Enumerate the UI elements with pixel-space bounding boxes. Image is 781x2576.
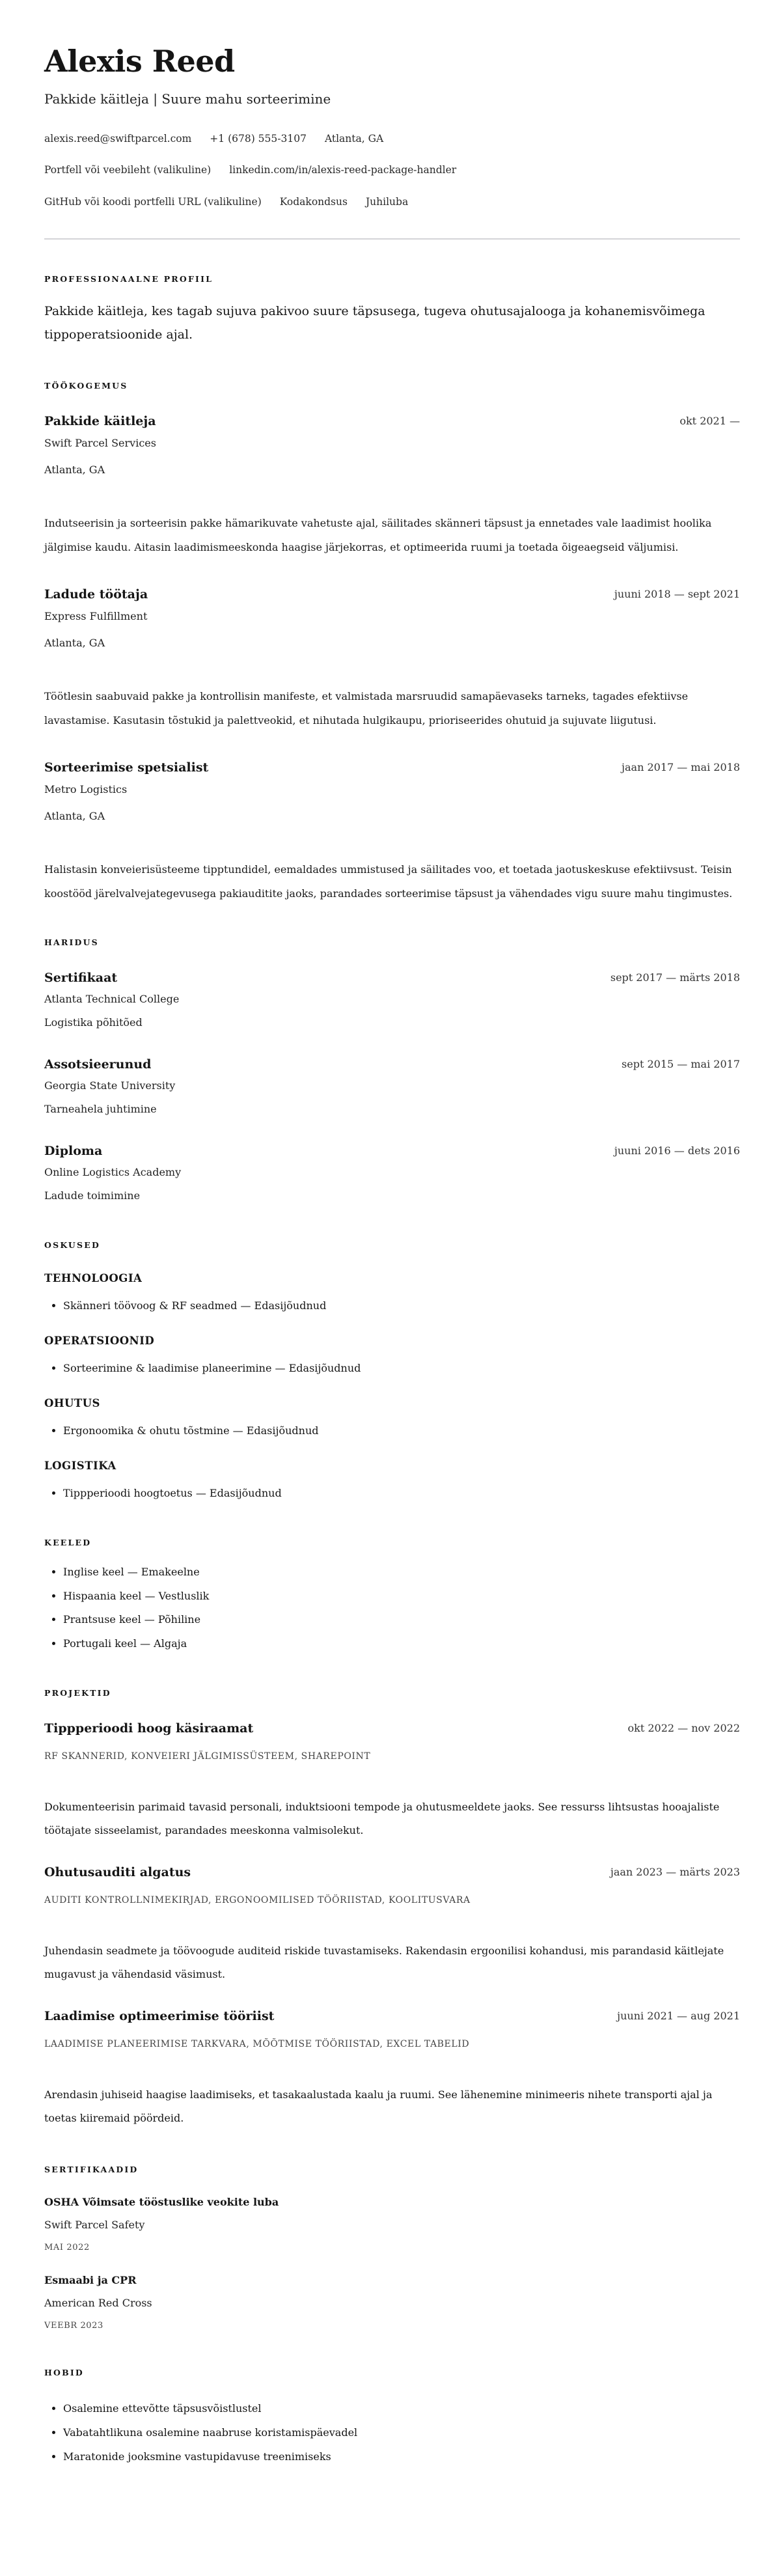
section-heading: HOBID	[44, 2368, 84, 2377]
field-of-study: Logistika põhitõed	[44, 1016, 143, 1029]
skill-category: TEHNOLOOGIA	[44, 1272, 143, 1284]
skills-section	[44, 1239, 740, 1503]
skill-list	[44, 1359, 740, 1378]
skill-list	[44, 1296, 740, 1316]
candidate-name: Alexis Reed	[44, 44, 235, 79]
hobby-list	[44, 2396, 740, 2469]
section-heading: PROFESSIONAALNE PROFIIL	[44, 274, 213, 284]
degree: Sertifikaat	[44, 971, 118, 985]
degree: Diploma	[44, 1144, 103, 1158]
project-title: Ohutusauditi algatus	[44, 1865, 191, 1879]
project-tech: LAADIMISE PLANEERIMISE TARKVARA, MÕÕTMISE TÖÖRIISTAD, EXCEL TABELID	[44, 2039, 470, 2049]
projects-section	[44, 1687, 740, 2130]
job-description: Indutseerisin ja sorteerisin pakke hämarikuvate vahetuste ajal, säilitades skänneri täpsust ja ennetades vale laadimist hoolika jälgimise kaudu. Aitasin laadimismeeskonda haagise järjekorras, et optimeerida ruumi ja toetada õigeaegseid väljumisi.	[44, 517, 712, 553]
citizenship: Kodakondsus	[279, 196, 348, 208]
skill-list	[44, 1484, 740, 1503]
job-dates: jaan 2017 — mai 2018	[622, 761, 740, 773]
skill-category: OPERATSIOONID	[44, 1335, 155, 1347]
skill-category: OHUTUS	[44, 1397, 100, 1409]
education-dates: juuni 2016 — dets 2016	[614, 1144, 740, 1157]
job-location: Atlanta, GA	[44, 464, 105, 476]
job-entry	[44, 412, 740, 559]
project-title: Tippperioodi hoog käsiraamat	[44, 1721, 254, 1736]
job-title: Sorteerimise spetsialist	[44, 760, 209, 775]
section-heading: SERTIFIKAADID	[44, 2165, 139, 2174]
school: Georgia State University	[44, 1079, 176, 1092]
section-heading: HARIDUS	[44, 937, 99, 947]
hobby-item: • Vabatahtlikuna osalemine naabruse koristamispäevadel	[63, 2420, 740, 2444]
certifications-section	[44, 2163, 740, 2333]
project-description: Arendasin juhiseid haagise laadimiseks, et tasakaalustada kaalu ja ruumi. See lähenemine minimeeris nihete transporti ajal ja toetas kiiremaid pöördeid.	[44, 2088, 713, 2124]
job-title: Ladude töötaja	[44, 587, 148, 602]
project-dates: juuni 2021 — aug 2021	[617, 2010, 740, 2022]
email-link[interactable]: alexis.reed@swiftparcel.com	[44, 133, 192, 145]
candidate-title: Pakkide käitleja | Suure mahu sorteerimine	[44, 91, 331, 107]
certification-issuer: American Red Cross	[44, 2297, 152, 2309]
contact-row	[44, 162, 740, 178]
language-item: • Prantsuse keel — Põhiline	[63, 1608, 740, 1632]
certification-date: VEEBR 2023	[44, 2321, 103, 2331]
school: Atlanta Technical College	[44, 993, 180, 1005]
education-entry	[44, 1142, 740, 1204]
contact-row	[44, 194, 740, 210]
skill-item: • Ergonoomika & ohutu tõstmine — Edasijõudnud	[63, 1421, 740, 1441]
language-item: • Portugali keel — Algaja	[63, 1632, 740, 1656]
profile-text: Pakkide käitleja, kes tagab sujuva pakivoo suure täpsusega, tugeva ohutusajalooga ja kohanemisvõimega tippoperatsioonide ajal.	[44, 304, 706, 342]
location: Atlanta, GA	[324, 133, 384, 145]
job-entry	[44, 585, 740, 732]
hobby-item: • Osalemine ettevõtte täpsusvõistlustel	[63, 2396, 740, 2420]
experience-section	[44, 380, 740, 906]
job-location: Atlanta, GA	[44, 810, 105, 822]
education-section	[44, 936, 740, 1204]
project-dates: okt 2022 — nov 2022	[627, 1722, 740, 1734]
job-entry	[44, 758, 740, 906]
section-heading: OSKUSED	[44, 1240, 101, 1250]
skill-category: LOGISTIKA	[44, 1460, 116, 1472]
job-description: Töötlesin saabuvaid pakke ja kontrollisin manifeste, et valmistada marsruudid samapäevaseks tarneks, tagades efektiivse lavastamise. Kasutasin tõstukid ja palettveokid, et nihutada hulgikaupu, prioriseerides ohutuid ja sujuvate liigutusi.	[44, 690, 689, 727]
profile-section	[44, 273, 740, 346]
certification-name: Esmaabi ja CPR	[44, 2274, 137, 2286]
project-entry	[44, 1719, 740, 1842]
skill-item: • Tippperioodi hoogtoetus — Edasijõudnud	[63, 1484, 740, 1503]
job-company: Express Fulfillment	[44, 610, 148, 622]
school: Online Logistics Academy	[44, 1166, 182, 1178]
drivers-license: Juhiluba	[365, 196, 409, 208]
linkedin-link[interactable]: linkedin.com/in/alexis-reed-package-handler	[229, 164, 457, 176]
project-description: Dokumenteerisin parimaid tavasid personali, induktsiooni tempode ja ohutusmeeldete jaoks. See ressurss lihtsustas hooajaliste töötajate sisseelamist, parandades meeskonna valmisolekut.	[44, 1801, 720, 1836]
certification-entry	[44, 2272, 740, 2333]
project-entry	[44, 1863, 740, 1986]
portfolio-link[interactable]: Portfell või veebileht (valikuline)	[44, 164, 212, 176]
job-location: Atlanta, GA	[44, 637, 105, 649]
job-dates: okt 2021 —	[679, 415, 740, 427]
degree: Assotsieerunud	[44, 1057, 152, 1072]
project-title: Laadimise optimeerimise tööriist	[44, 2009, 275, 2023]
skill-list	[44, 1421, 740, 1441]
resume-header	[44, 43, 740, 210]
language-list	[44, 1560, 740, 1655]
job-company: Metro Logistics	[44, 783, 128, 796]
job-title: Pakkide käitleja	[44, 414, 156, 428]
field-of-study: Tarneahela juhtimine	[44, 1103, 157, 1115]
hobby-item: • Maratonide jooksmine vastupidavuse treenimiseks	[63, 2444, 740, 2469]
skill-item: • Skänneri töövoog & RF seadmed — Edasijõudnud	[63, 1296, 740, 1316]
project-description: Juhendasin seadmete ja töövoogude auditeid riskide tuvastamiseks. Rakendasin ergoonilisi kohandusi, mis parandasid käitlejate mugavust ja vähendasid väsimust.	[44, 1945, 724, 1980]
education-dates: sept 2015 — mai 2017	[622, 1058, 740, 1070]
project-dates: jaan 2023 — märts 2023	[610, 1866, 740, 1878]
language-item: • Inglise keel — Emakeelne	[63, 1560, 740, 1585]
certification-issuer: Swift Parcel Safety	[44, 2219, 145, 2231]
header-divider	[44, 238, 740, 240]
languages-section	[44, 1536, 740, 1655]
section-heading: KEELED	[44, 1538, 92, 1547]
field-of-study: Ladude toimimine	[44, 1189, 141, 1202]
project-tech: RF SKANNERID, KONVEIERI JÄLGIMISSÜSTEEM, SHAREPOINT	[44, 1751, 371, 1762]
education-entry	[44, 969, 740, 1031]
section-heading: TÖÖKOGEMUS	[44, 381, 128, 391]
certification-date: MAI 2022	[44, 2243, 90, 2252]
education-dates: sept 2017 — märts 2018	[610, 971, 740, 984]
skill-item: • Sorteerimine & laadimise planeerimine — Edasijõudnud	[63, 1359, 740, 1378]
project-tech: AUDITI KONTROLLNIMEKIRJAD, ERGONOOMILISED TÖÖRIISTAD, KOOLITUSVARA	[44, 1895, 471, 1905]
phone: +1 (678) 555-3107	[210, 133, 307, 145]
github-link[interactable]: GitHub või koodi portfelli URL (valikuline)	[44, 196, 262, 208]
certification-name: OSHA Võimsate tööstuslike veokite luba	[44, 2196, 279, 2208]
job-company: Swift Parcel Services	[44, 437, 156, 449]
job-description: Halistasin konveierisüsteeme tipptundidel, eemaldades ummistused ja säilitades voo, et toetada jaotuskeskuse efektiivsust. Teisin koostööd järelvalvejategevusega pakiauditite jaoks, parandades sorteerimise täpsust ja vähendades vigu suure mahu tingimustes.	[44, 863, 733, 900]
education-entry	[44, 1055, 740, 1118]
hobbies-section	[44, 2366, 740, 2469]
project-entry	[44, 2007, 740, 2130]
language-item: • Hispaania keel — Vestluslik	[63, 1585, 740, 1609]
job-dates: juuni 2018 — sept 2021	[614, 588, 740, 600]
section-heading: PROJEKTID	[44, 1688, 111, 1698]
contact-row	[44, 131, 740, 146]
certification-entry	[44, 2194, 740, 2254]
